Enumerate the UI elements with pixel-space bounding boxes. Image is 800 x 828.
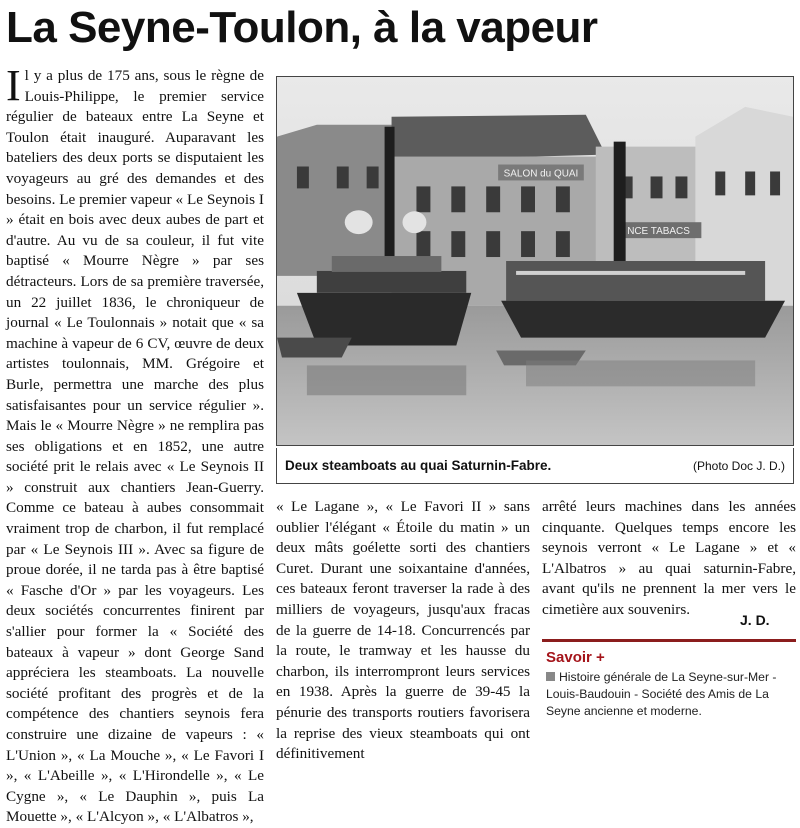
bullet-square-icon (546, 672, 555, 681)
savoir-divider (542, 639, 796, 642)
sign-salon: SALON du QUAI (503, 168, 579, 180)
archival-photo (276, 76, 794, 446)
photo-caption: Deux steamboats au quai Saturnin-Fabre. (285, 458, 552, 473)
column-3-text: arrêté leurs machines dans les années cinquante. Quelques temps encore les seynois verront « Le Lagane » et « L'Albatros » au quai saturnin-Fabre, avant qu'ils ne prennent la mer vers le cimetière aux souvenirs. (542, 498, 796, 618)
author-initials: J. D. (740, 612, 770, 628)
column-1-text: l y a plus de 175 ans, sous le règne de Louis-Philippe, le premier service régulier de bateaux entre La Seyne et Toulon était inauguré. Auparavant les bateliers des deux ports se disputaient les voyageurs au gré des demandes et des besoins. Le premier vapeur « Le Seynois I » était en bois avec deux aubes de part et d'autre. Au vu de sa couleur, il fut vite baptisé « Mourre Nègre » par ses détracteurs. Lors de sa première traversée, un 22 juillet 1836, le chroniqueur de journal « Le Toulonnais » notait que « sa machine à vapeur de 6 CV, œuvre de deux artistes toulonnais, MM. Grégoire et Burle, permettra une marche des plus satisfaisantes pour un service régulier ». Mais le « Mourre Nègre » ne remplira pas ses obligations et en 1852, une autre société prit le relais avec « Le Seynois II » construit aux chantiers Jean-Guerry. Comme ce bateau à aubes consommait vraiment trop de charbon, il fut remplacé par « Le Seynois III ». Avec sa figure de proue dorée, il ne tarda pas à être baptisé « Fasche d'Or » par les voyageurs. Les deux sociétés concurrentes finirent par s'allier pour former la « Société des bateaux à vapeur » dont George Sand appréciera les steamboats. La nouvelle société profitant des progrès et de la compétence des chantiers seynois fera construire une dizaine de vapeurs : « L'Union », « La Mouche », « Le Favori I », « L'Abeille », « L'Hirondelle », « Le Cygne », « Le Dauphin », puis La Mouette », « L'Alcyon », « L'Albatros », (6, 67, 264, 826)
savoir-body (546, 669, 796, 720)
article-column-1 (6, 61, 264, 828)
headline: La Seyne-Toulon, à la vapeur (6, 3, 598, 52)
column-2-text: « Le Lagane », « Le Favori II » sans oublier l'élégant « Étoile du matin » un deux mâts goélette sorti des chantiers Curet. Durant une soixantaine d'années, ces bateaux feront traverser la rade à des milliers de voyageurs, jusqu'aux fracas de la guerre de 14-18. Concurrencés par la route, le tramway et les hausse du charbon, ils interrompront leurs services en 1938. Après la guerre de 39-45 la pénurie des transports routiers favorisera la reprise des vieux steamboats qui ont définitivement (276, 498, 530, 763)
photo-credit: (Photo Doc J. D.) (692, 458, 785, 473)
savoir-text: Histoire générale de La Seyne-sur-Mer - Louis-Baudouin - Société des Amis de La Seyne ancienne et moderne. (546, 670, 777, 718)
article-column-3 (542, 497, 796, 621)
drop-cap: I (6, 61, 21, 110)
photo-caption-bar (276, 448, 794, 484)
sign-tabacs: NCE TABACS (627, 226, 690, 238)
savoir-title: Savoir + (546, 649, 605, 666)
article-column-2 (276, 497, 530, 765)
steamboats-photo-illustration (277, 77, 793, 445)
